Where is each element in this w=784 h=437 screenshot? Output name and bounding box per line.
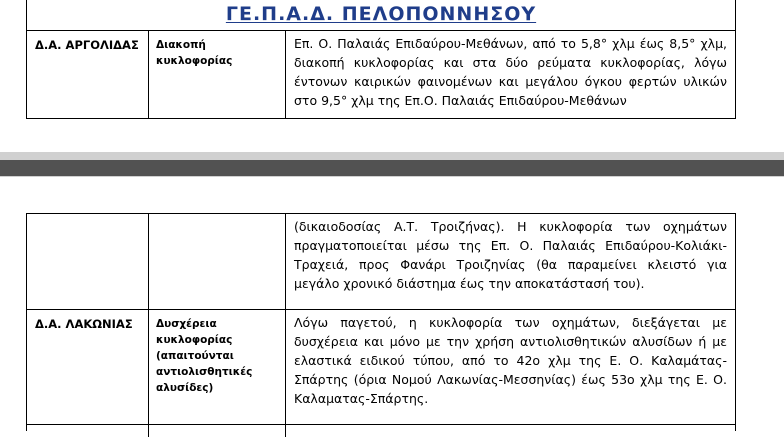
page-separator — [0, 160, 784, 176]
description-cell — [286, 31, 735, 118]
region-cell — [27, 31, 149, 118]
region-cell — [27, 214, 149, 309]
status-label: Διακοπή κυκλοφορίας — [156, 39, 233, 67]
description-text: Λόγω παγετού, η κυκλοφορία των οχημάτων, διεξάγεται με δυσχέρεια και μόνο με την χρήση αντιολισθητικών αλυσίδων ή με ελαστικά ειδικού τύπου, από το 42ο χλμ της Ε. Ο. Καλαμάτας-Σπάρτης (όρια Νομού Λακωνίας-Μεσσηνίας) έως 53ο χλμ της Ε. Ο. Καλαματας-Σπάρτης. — [294, 315, 727, 406]
description-cell — [286, 310, 735, 424]
status-cell — [149, 31, 286, 118]
next-status-cell — [149, 425, 286, 437]
status-cell — [149, 310, 286, 424]
next-region-cell — [27, 425, 149, 437]
table-header-row — [27, 0, 735, 31]
description-cell — [286, 214, 735, 309]
document-page-bottom — [26, 213, 736, 431]
section-title: ΓΕ.Π.Α.Δ. ΠΕΛΟΠΟΝΝΗΣΟΥ — [225, 3, 537, 25]
region-cell — [27, 310, 149, 424]
region-label: Δ.Α. ΑΡΓΟΛΙΔΑΣ — [35, 38, 139, 52]
description-text: Επ. Ο. Παλαιάς Επιδαύρου-Μεθάνων, από το 5,8° χλμ έως 8,5° χλμ, διακοπή κυκλοφορίας και στα δύο ρεύματα κυκλοφορίας, λόγω έντονων καιρικών φαινομένων και μεγάλου όγκου φερτών υλικών στο 9,5° χλμ της Επ.Ο. Παλαιάς Επιδαύρου-Μεθάνων — [294, 36, 727, 108]
description-text: (δικαιοδοσίας Α.Τ. Τροιζήνας). Η κυκλοφορία των οχημάτων πραγματοποιείται μέσω της Επ. Ο. Παλαιάς Επιδαύρου-Κολιάκι-Τραχειά, προς Φανάρι Τροιζηνίας (θα παραμείνει κλειστό για μεγάλο χρονικό διάστημα έως την αποκατάστασή του). — [294, 219, 727, 291]
status-label: Δυσχέρεια κυκλοφορίας (απαιτούνται αντιολισθητικές αλυσίδες) — [156, 318, 253, 394]
document-page-top — [26, 0, 736, 119]
region-label: Δ.Α. ΛΑΚΩΝΙΑΣ — [35, 317, 133, 331]
status-cell — [149, 214, 286, 309]
